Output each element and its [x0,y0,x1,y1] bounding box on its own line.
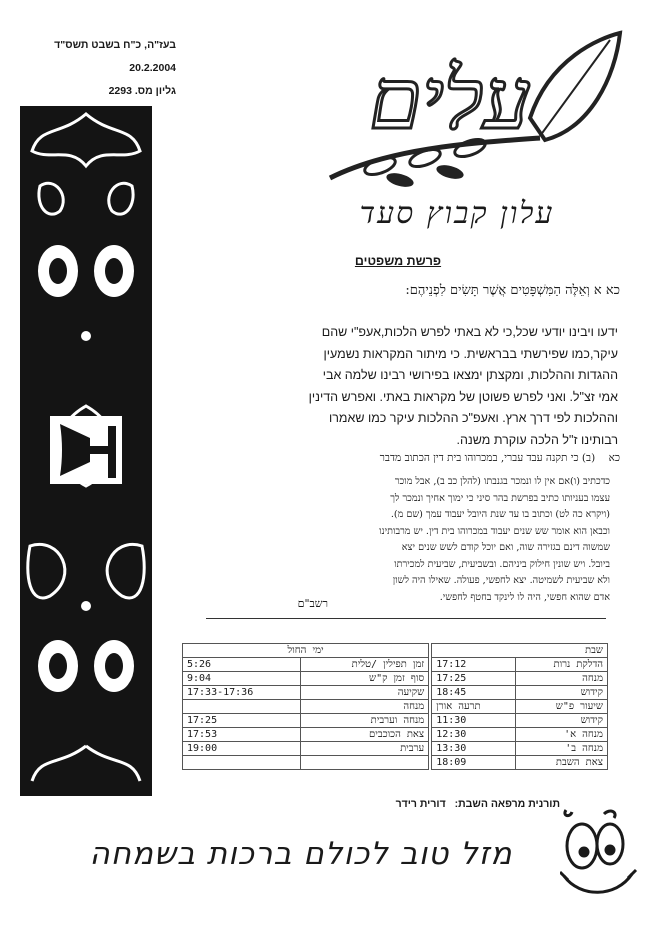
sub-verse-ref: כא [608,452,620,464]
weekday-label: סוף זמן ק"ש [301,672,429,686]
sub-verse [228,452,620,464]
commentary-intro [190,322,618,452]
commentary-body [210,474,610,606]
text-line: ולא שביעית לשמיטה. יצא לחפשי, פעולה. שאילו היה לשון [392,575,610,586]
masthead-logo [300,28,630,198]
shabbat-time: 18:45 [432,686,516,700]
table-row [183,728,608,742]
table-row [183,742,608,756]
shabbat-label: קידוש [516,714,608,728]
logo-text: עלים [369,50,531,148]
axe-icon [50,416,122,484]
text-line: עיקר,כמו שפירשתי בבראשית. כי מיתור המקראות נשמעין [323,346,618,361]
table-row [183,658,608,672]
weekday-time: 17:53 [183,728,301,742]
weekday-time: 17:25 [183,714,301,728]
divider [206,618,606,619]
leaf-logo-icon [300,28,630,198]
shabbat-label: שיעור פ"ש [516,700,608,714]
shabbat-label: מנחה [516,672,608,686]
shabbat-time: 17:25 [432,672,516,686]
smiley-face-icon [560,806,640,902]
weekday-time: 5:26 [183,658,301,672]
shabbat-time: 17:12 [432,658,516,672]
newsletter-subtitle: עלון קבוץ סעד [359,196,555,231]
issue-meta [26,34,176,103]
issue-number: גליון מס. 2293 [108,85,176,97]
text-line: וכבאן הוא אומר שש שנים יעבוד במכרוהו בית דין. יש מרבותינו [379,525,610,537]
weekday-time: 9:04 [183,672,301,686]
weekday-label: זמן תפילין /טלית [301,658,429,672]
text-line: ביובל. ויש שונין חילוק ביניהם. ובשביעית, שביעית למכירתו [394,558,610,570]
weekday-label: צאת הכוכבים [301,728,429,742]
prayer-schedule-table [182,643,608,770]
table-row [183,686,608,700]
shabbat-label: צאת השבת [516,756,608,770]
ornamental-border [20,106,152,796]
shabbat-time: 18:09 [432,756,516,770]
ornament-graphic [20,106,152,796]
text-line: שמשוה דינם בגזירה שוה, ואם יוכל קודם לשש שנים יצא [401,542,610,553]
table-row [183,756,608,770]
gregorian-date: 20.2.2004 [129,62,176,74]
text-line: עצמו בעניותו כתיב בפרשת בהר סיני כי ימוך אחיך ונמכר לך [390,492,610,504]
text-line: וההלכות לפי דרך ארץ. ואעפ"כ ההלכות עיקר כמו שאמרו [328,411,618,426]
sub-verse-text: (ב) כי תקנה עבד עברי, במכרוהו בית דין הכתוב מדבר [379,452,596,464]
weekday-label: שקיעה [301,686,429,700]
shabbat-time: 11:30 [432,714,516,728]
signature: רשב"ם [297,597,328,610]
weekday-time [183,700,301,714]
clinic-duty-label: תורנית מרפאה השבת: [454,798,560,810]
clinic-duty-name: דורית רידר [395,798,446,810]
table-row [183,672,608,686]
shabbat-header: שבת [432,644,608,658]
text-line: אמי זצ"ל. ואני לפרש פשוטן של מקראות באתי. ואפרש הדינין [308,389,618,404]
table-row [183,700,608,714]
text-line: רבותינו ז"ל הלכה עוקרת משנה. [456,432,618,447]
weekday-label: מנחה וערבית [301,714,429,728]
weekday-time: 17:33-17:36 [183,686,301,700]
shabbat-time: 13:30 [432,742,516,756]
handwritten-greeting: מזל טוב לכולם ברכות בשמחה [89,836,513,872]
verse [280,282,620,298]
weekday-label: מנחה [301,700,429,714]
text-line: אדם שהוא חפשי, היה לו לינקד בחטף לחפשי. [439,591,610,603]
hebrew-date: בעז"ה, כ"ח בשבט תשס"ד [54,39,176,51]
weekday-label: ערבית [301,742,429,756]
shabbat-time: 12:30 [432,728,516,742]
shabbat-label: הדלקת נרות [516,658,608,672]
table-header-row [183,644,608,658]
shabbat-time: תרעה אורן [432,700,516,714]
table-row [183,714,608,728]
text-line: (ויקרא כה לט) וכתוב בו עד שנת היובל יעבוד עמך (שם מ). [390,509,610,520]
weekday-time: 19:00 [183,742,301,756]
text-line: כדכתיב (ו)אם אין לו ונמכר בגנבתו (להלן כב ב), אבל מוכר [394,476,610,487]
text-line: ההגדות וההלכות, ומקצתן ימצאו בפירושי רבינו שלמה אבי [322,368,618,383]
portion-title: פרשת משפטים [354,254,442,268]
verse-ref: כא א [593,283,620,298]
verse-text: וְאֵלֶּה הַמִּשְׁפָּטִים אֲשֶׁר תָּשִׂים לִפְנֵיהֶם: [405,283,590,298]
shabbat-label: מנחה ב' [516,742,608,756]
shabbat-label: מנחה א' [516,728,608,742]
clinic-duty [186,798,560,810]
text-line: ידעו ויבינו יודעי שכל,כי לא באתי לפרש הלכות,אעפ"י שהם [321,325,618,339]
shabbat-label: קידוש [516,686,608,700]
weekday-header: ימי החול [183,644,429,658]
